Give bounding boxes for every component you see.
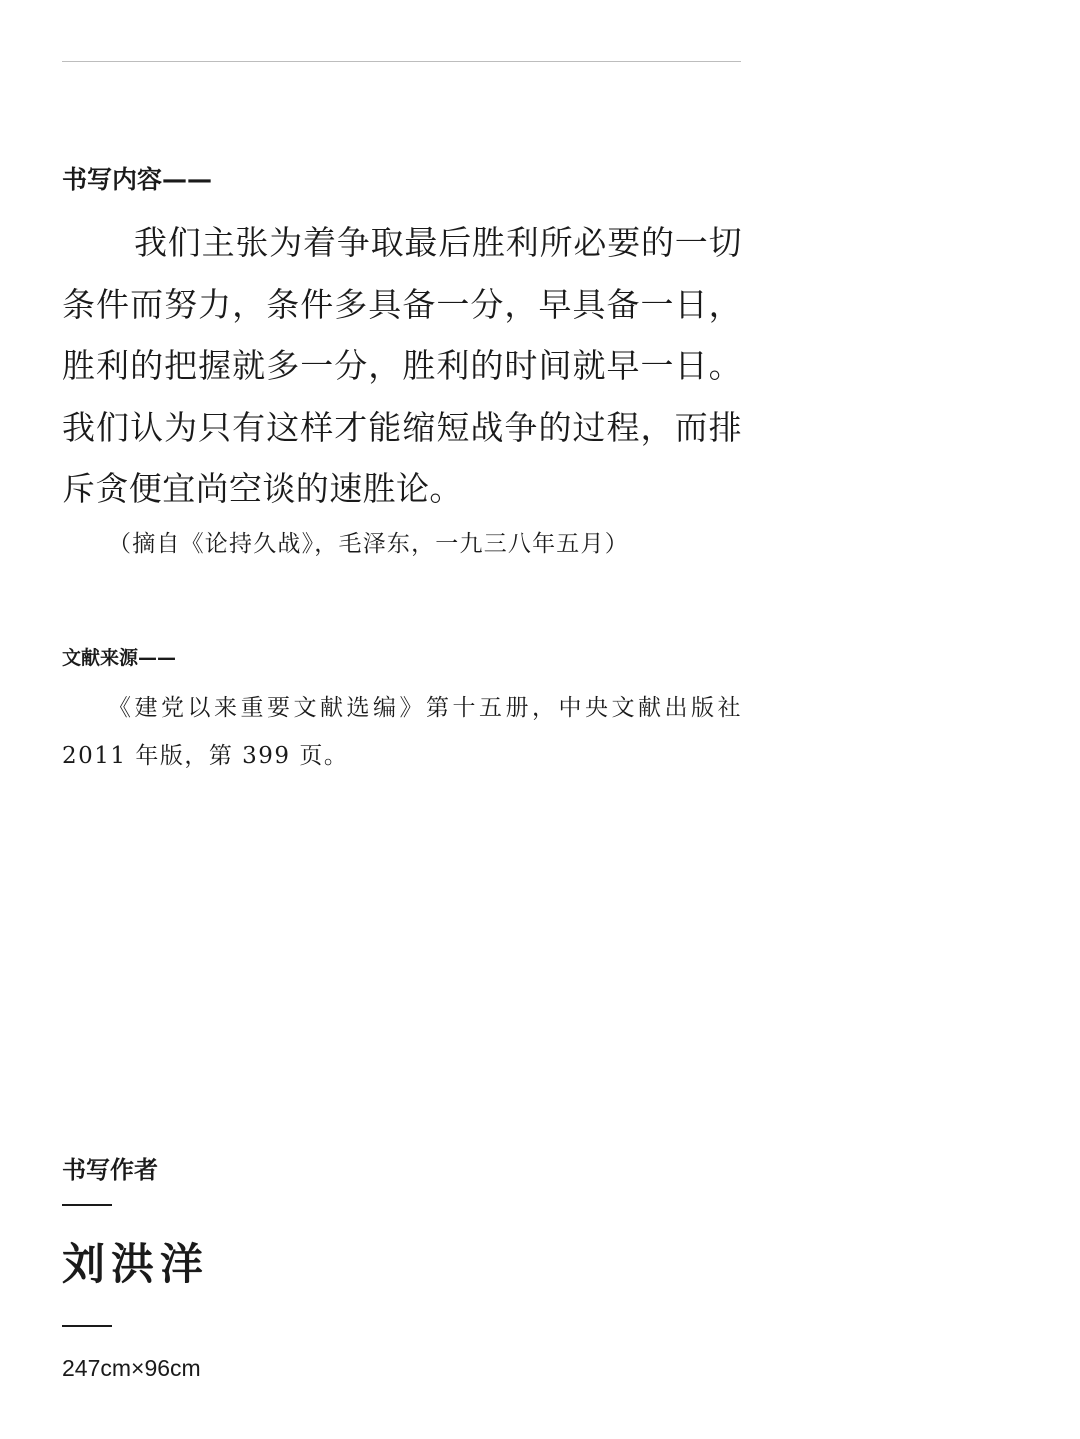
source-section-label: 文献来源——	[62, 647, 177, 669]
top-divider	[62, 61, 741, 62]
quote-citation: （摘自《论持久战》，毛泽东，一九三八年五月）	[108, 531, 629, 557]
author-divider-bottom	[62, 1325, 112, 1327]
author-name: 刘洪洋	[62, 1240, 209, 1290]
content-section-label: 书写内容——	[62, 165, 213, 194]
author-section-label: 书写作者	[62, 1156, 158, 1184]
source-reference-text: 《建党以来重要文献选编》第十五册，中央文献出版社 2011 年版，第 399 页。	[62, 695, 742, 769]
author-divider-top	[62, 1204, 112, 1206]
main-quote-text: 我们主张为着争取最后胜利所必要的一切条件而努力，条件多具备一分，早具备一日，胜利的把握就多一分，胜利的时间就早一日。我们认为只有这样才能缩短战争的过程，而排斥贪便宜尚空谈的速胜论。	[62, 223, 742, 508]
artwork-dimensions: 247cm×96cm	[62, 1355, 201, 1381]
